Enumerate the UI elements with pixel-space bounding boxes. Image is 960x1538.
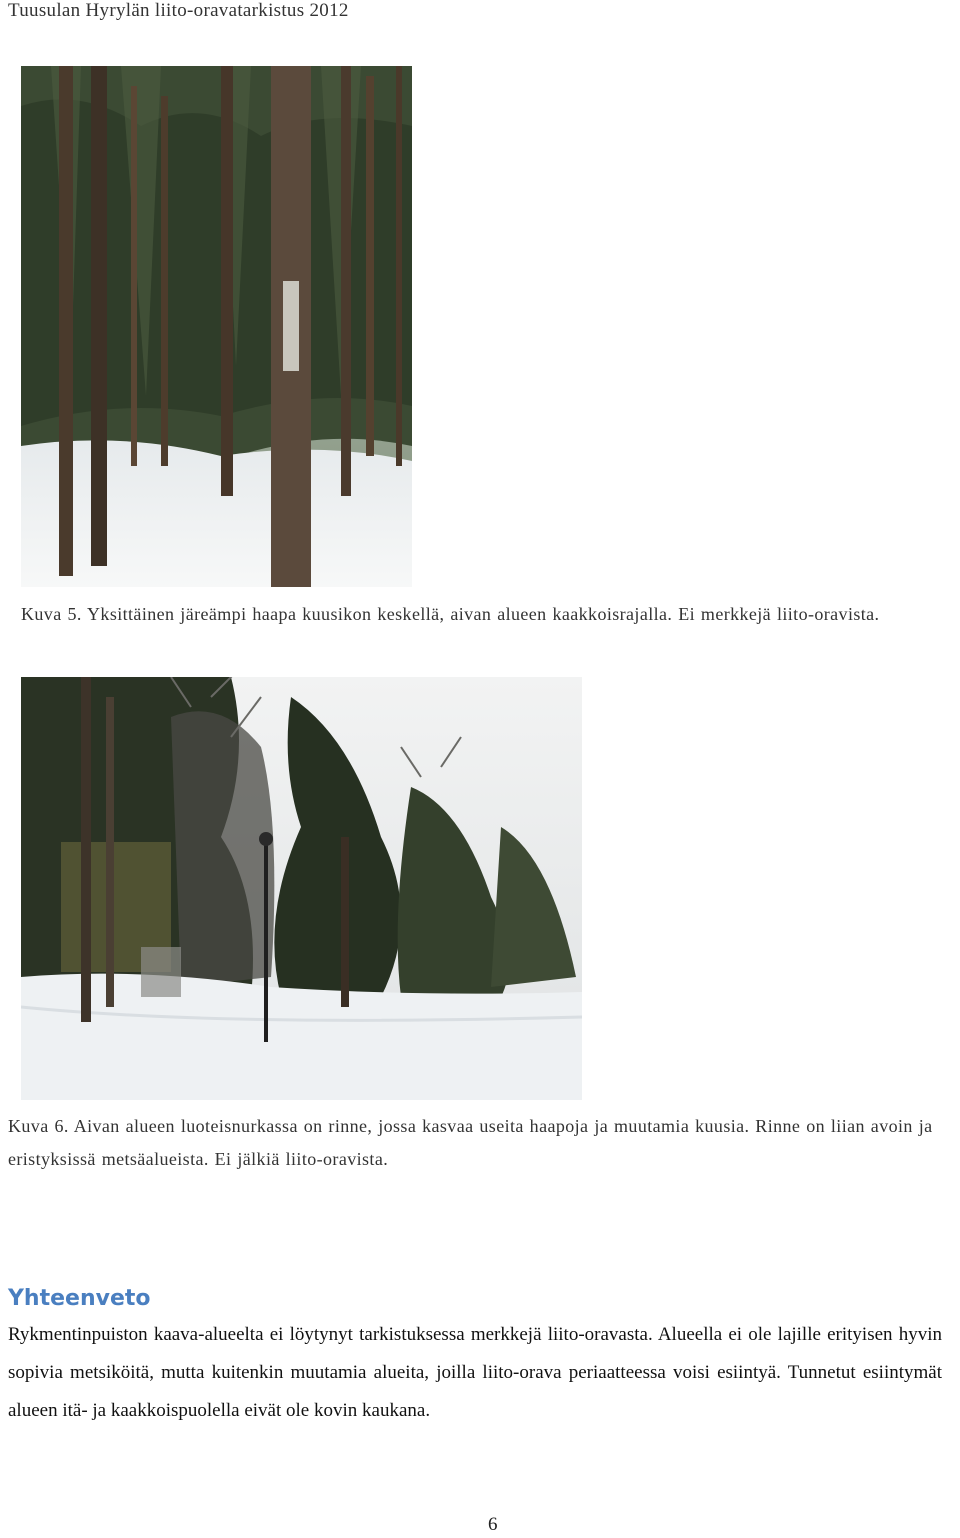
- document-header: Tuusulan Hyrylän liito-oravatarkistus 2012: [8, 0, 349, 21]
- figure-6-caption: Kuva 6. Aivan alueen luoteisnurkassa on rinne, jossa kasvaa useita haapoja ja muutamia kuusia. Rinne on liian avoin ja eristyksissä metsäalueista. Ei jälkiä liito-oravista.: [8, 1116, 933, 1169]
- figure-5-photo: [21, 66, 412, 587]
- page-number: 6: [488, 1514, 498, 1535]
- summary-paragraph: Rykmentinpuiston kaava-alueelta ei löytynyt tarkistuksessa merkkejä liito-oravasta. Alueella ei ole lajille erityisen hyvin sopivia metsiköitä, mutta kuitenkin muutamia alueita, joilla liito-orava periaatteessa voisi esiintyä. Tunnetut esiintymät alueen itä- ja kaakkoispuolella eivät ole kovin kaukana.: [8, 1324, 942, 1421]
- summary-heading: Yhteenveto: [8, 1286, 151, 1311]
- figure-5-caption: Kuva 5. Yksittäinen järeämpi haapa kuusikon keskellä, aivan alueen kaakkoisrajalla. Ei merkkejä liito-oravista.: [21, 604, 880, 624]
- figure-6-photo: [21, 677, 582, 1100]
